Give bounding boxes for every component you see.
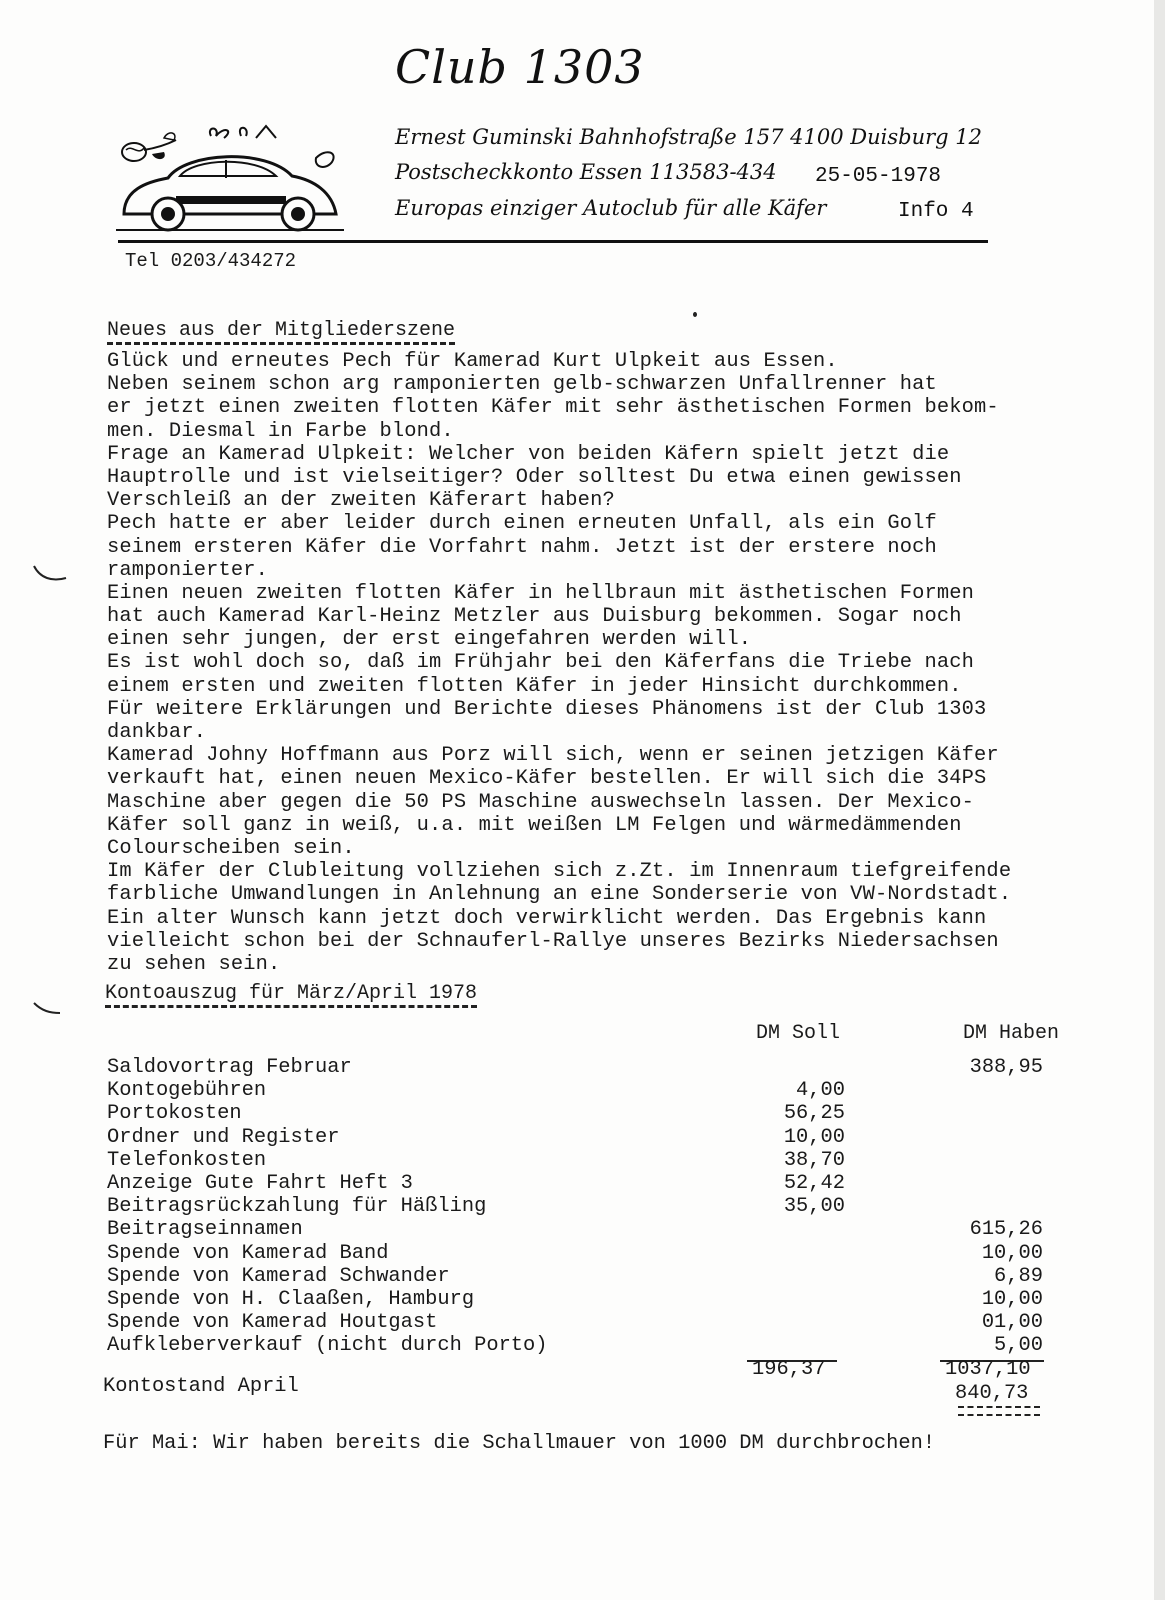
column-soll: DM Soll [756,1022,841,1045]
telephone: Tel 0203/434272 [125,250,297,272]
ledger-row [107,1334,1087,1357]
ledger-haben: 6,89 [994,1264,1043,1288]
balance-underline-1 [958,1406,1040,1410]
news-heading: Neues aus der Mitgliederszene [107,320,455,345]
news-line: Frage an Kamerad Ulpkeit: Welcher von beiden Käfern spielt jetzt die [107,442,950,466]
ledger-soll: 4,00 [796,1079,845,1103]
news-line: men. Diesmal in Farbe blond. [107,419,454,443]
news-line: einem ersten und zweiten flotten Käfer in jeder Hinsicht durchkommen. [107,674,962,698]
ledger-description: Beitragseinnamen [107,1218,303,1242]
ledger-row [107,1288,1087,1311]
ledger-haben: 388,95 [969,1056,1043,1079]
news-line: Für weitere Erklärungen und Berichte dieses Phänomens ist der Club 1303 [107,697,987,721]
ledger-description: Ordner und Register [107,1125,340,1149]
scan-edge [1154,0,1165,1600]
balance-label: Kontostand April [103,1375,299,1398]
ledger-row [107,1126,1087,1149]
news-line: er jetzt einen zweiten flotten Käfer mit sehr ästhetischen Formen bekom- [107,396,999,420]
ledger-description: Portokosten [107,1102,242,1126]
news-line: farbliche Umwandlungen in Anlehnung an eine Sonderserie von VW-Nordstadt. [107,883,1012,907]
postal-account: Postscheckkonto Essen 113583-434 [395,160,777,184]
news-line: Glück und erneutes Pech für Kamerad Kurt Ulpkeit aus Essen. [107,350,838,373]
ledger-row [107,1079,1087,1102]
margin-mark [30,560,70,590]
ledger-row [107,1056,1087,1079]
address-line: Ernest Guminski Bahnhofstraße 157 4100 Duisburg 12 [395,125,982,149]
ledger-description: Telefonkosten [107,1148,267,1172]
total-soll: 196,37 [752,1358,826,1381]
ledger-description: Aufkleberverkauf (nicht durch Porto) [107,1334,548,1358]
news-line: einen sehr jungen, der erst eingefahren werden will. [107,628,752,652]
news-line: ramponierter. [107,558,269,582]
ledger-haben: 615,26 [969,1218,1043,1242]
margin-mark [30,995,70,1025]
ledger-description: Kontogebühren [107,1079,267,1103]
news-line: hat auch Kamerad Karl-Heinz Metzler aus Duisburg bekommen. Sogar noch [107,605,962,629]
ledger-description: Anzeige Gute Fahrt Heft 3 [107,1171,413,1195]
news-line: Einen neuen zweiten flotten Käfer in hellbraun mit ästhetischen Formen [107,581,975,605]
letterhead-rule [118,240,988,243]
news-line: Pech hatte er aber leider durch einen erneuten Unfall, als ein Golf [107,512,937,536]
ledger-haben: 5,00 [994,1334,1043,1358]
tagline: Europas einziger Autoclub für alle Käfer [395,196,827,220]
ledger-row [107,1172,1087,1195]
total-haben: 1037,10 [945,1358,1031,1381]
news-line: Maschine aber gegen die 50 PS Maschine auswechseln lassen. Der Mexico- [107,790,975,814]
ledger-soll: 38,70 [783,1148,845,1172]
ledger-description: Spende von Kamerad Schwander [107,1264,450,1288]
ledger-haben: 10,00 [981,1241,1043,1265]
news-line: Es ist wohl doch so, daß im Frühjahr bei den Käferfans die Triebe nach [107,651,975,675]
ledger-description: Spende von H. Claaßen, Hamburg [107,1287,475,1311]
ledger-row [107,1311,1087,1334]
news-line: Colourscheiben sein. [107,836,355,860]
ledger-soll: 10,00 [783,1125,845,1149]
beetle-car-logo [116,118,346,234]
club-name: Club 1303 [395,40,645,94]
news-line: Ein alter Wunsch kann jetzt doch verwirklicht werden. Das Ergebnis kann [107,906,987,930]
ledger-row [107,1195,1087,1218]
ledger-haben: 01,00 [981,1311,1043,1335]
info-number: Info 4 [898,200,974,223]
news-line: Im Käfer der Clubleitung vollziehen sich z.Zt. im Innenraum tiefgreifende [107,860,1012,884]
ledger-table [107,1056,1087,1357]
news-line: verkauft hat, einen neuen Mexico-Käfer bestellen. Er will sich die 34PS [107,767,987,791]
news-line: Neben seinem schon arg ramponierten gelb-schwarzen Unfallrenner hat [107,373,937,397]
news-body [107,350,1107,976]
news-line: Kamerad Johny Hoffmann aus Porz will sich, wenn er seinen jetzigen Käfer [107,744,999,768]
ledger-row [107,1102,1087,1125]
ledger-description: Spende von Kamerad Houtgast [107,1311,438,1335]
ledger-description: Saldovortrag Februar [107,1056,352,1079]
ledger-row [107,1242,1087,1265]
news-line: vielleicht schon bei der Schnauferl-Rallye unseres Bezirks Niedersachsen [107,929,999,953]
column-haben: DM Haben [963,1022,1060,1045]
news-line: zu sehen sein. [107,952,281,976]
ledger-row [107,1265,1087,1288]
ledger-description: Beitragsrückzahlung für Häßling [107,1195,487,1219]
ledger-soll: 56,25 [783,1102,845,1126]
account-heading: Kontoauszug für März/April 1978 [105,983,477,1008]
news-line: dankbar. [107,721,207,744]
ledger-description: Spende von Kamerad Band [107,1241,389,1265]
news-line: Käfer soll ganz in weiß, u.a. mit weißen LM Felgen und wärmedämmenden [107,813,962,837]
balance-underline-2 [958,1414,1040,1418]
letter-date: 25-05-1978 [815,165,942,188]
ledger-haben: 10,00 [981,1287,1043,1311]
closing-line: Für Mai: Wir haben bereits die Schallmauer von 1000 DM durchbrochen! [103,1432,936,1455]
ledger-row [107,1218,1087,1241]
balance-value: 840,73 [955,1382,1029,1405]
ledger-soll: 35,00 [783,1195,845,1219]
news-line: Verschleiß an der zweiten Käferart haben? [107,489,615,513]
ledger-row [107,1149,1087,1172]
scan-speck [693,312,697,317]
ledger-soll: 52,42 [783,1171,845,1195]
news-line: seinem ersteren Käfer die Vorfahrt nahm. Jetzt ist der erstere noch [107,535,937,559]
news-line: Hauptrolle und ist vielseitiger? Oder solltest Du etwa einen gewissen [107,465,962,489]
